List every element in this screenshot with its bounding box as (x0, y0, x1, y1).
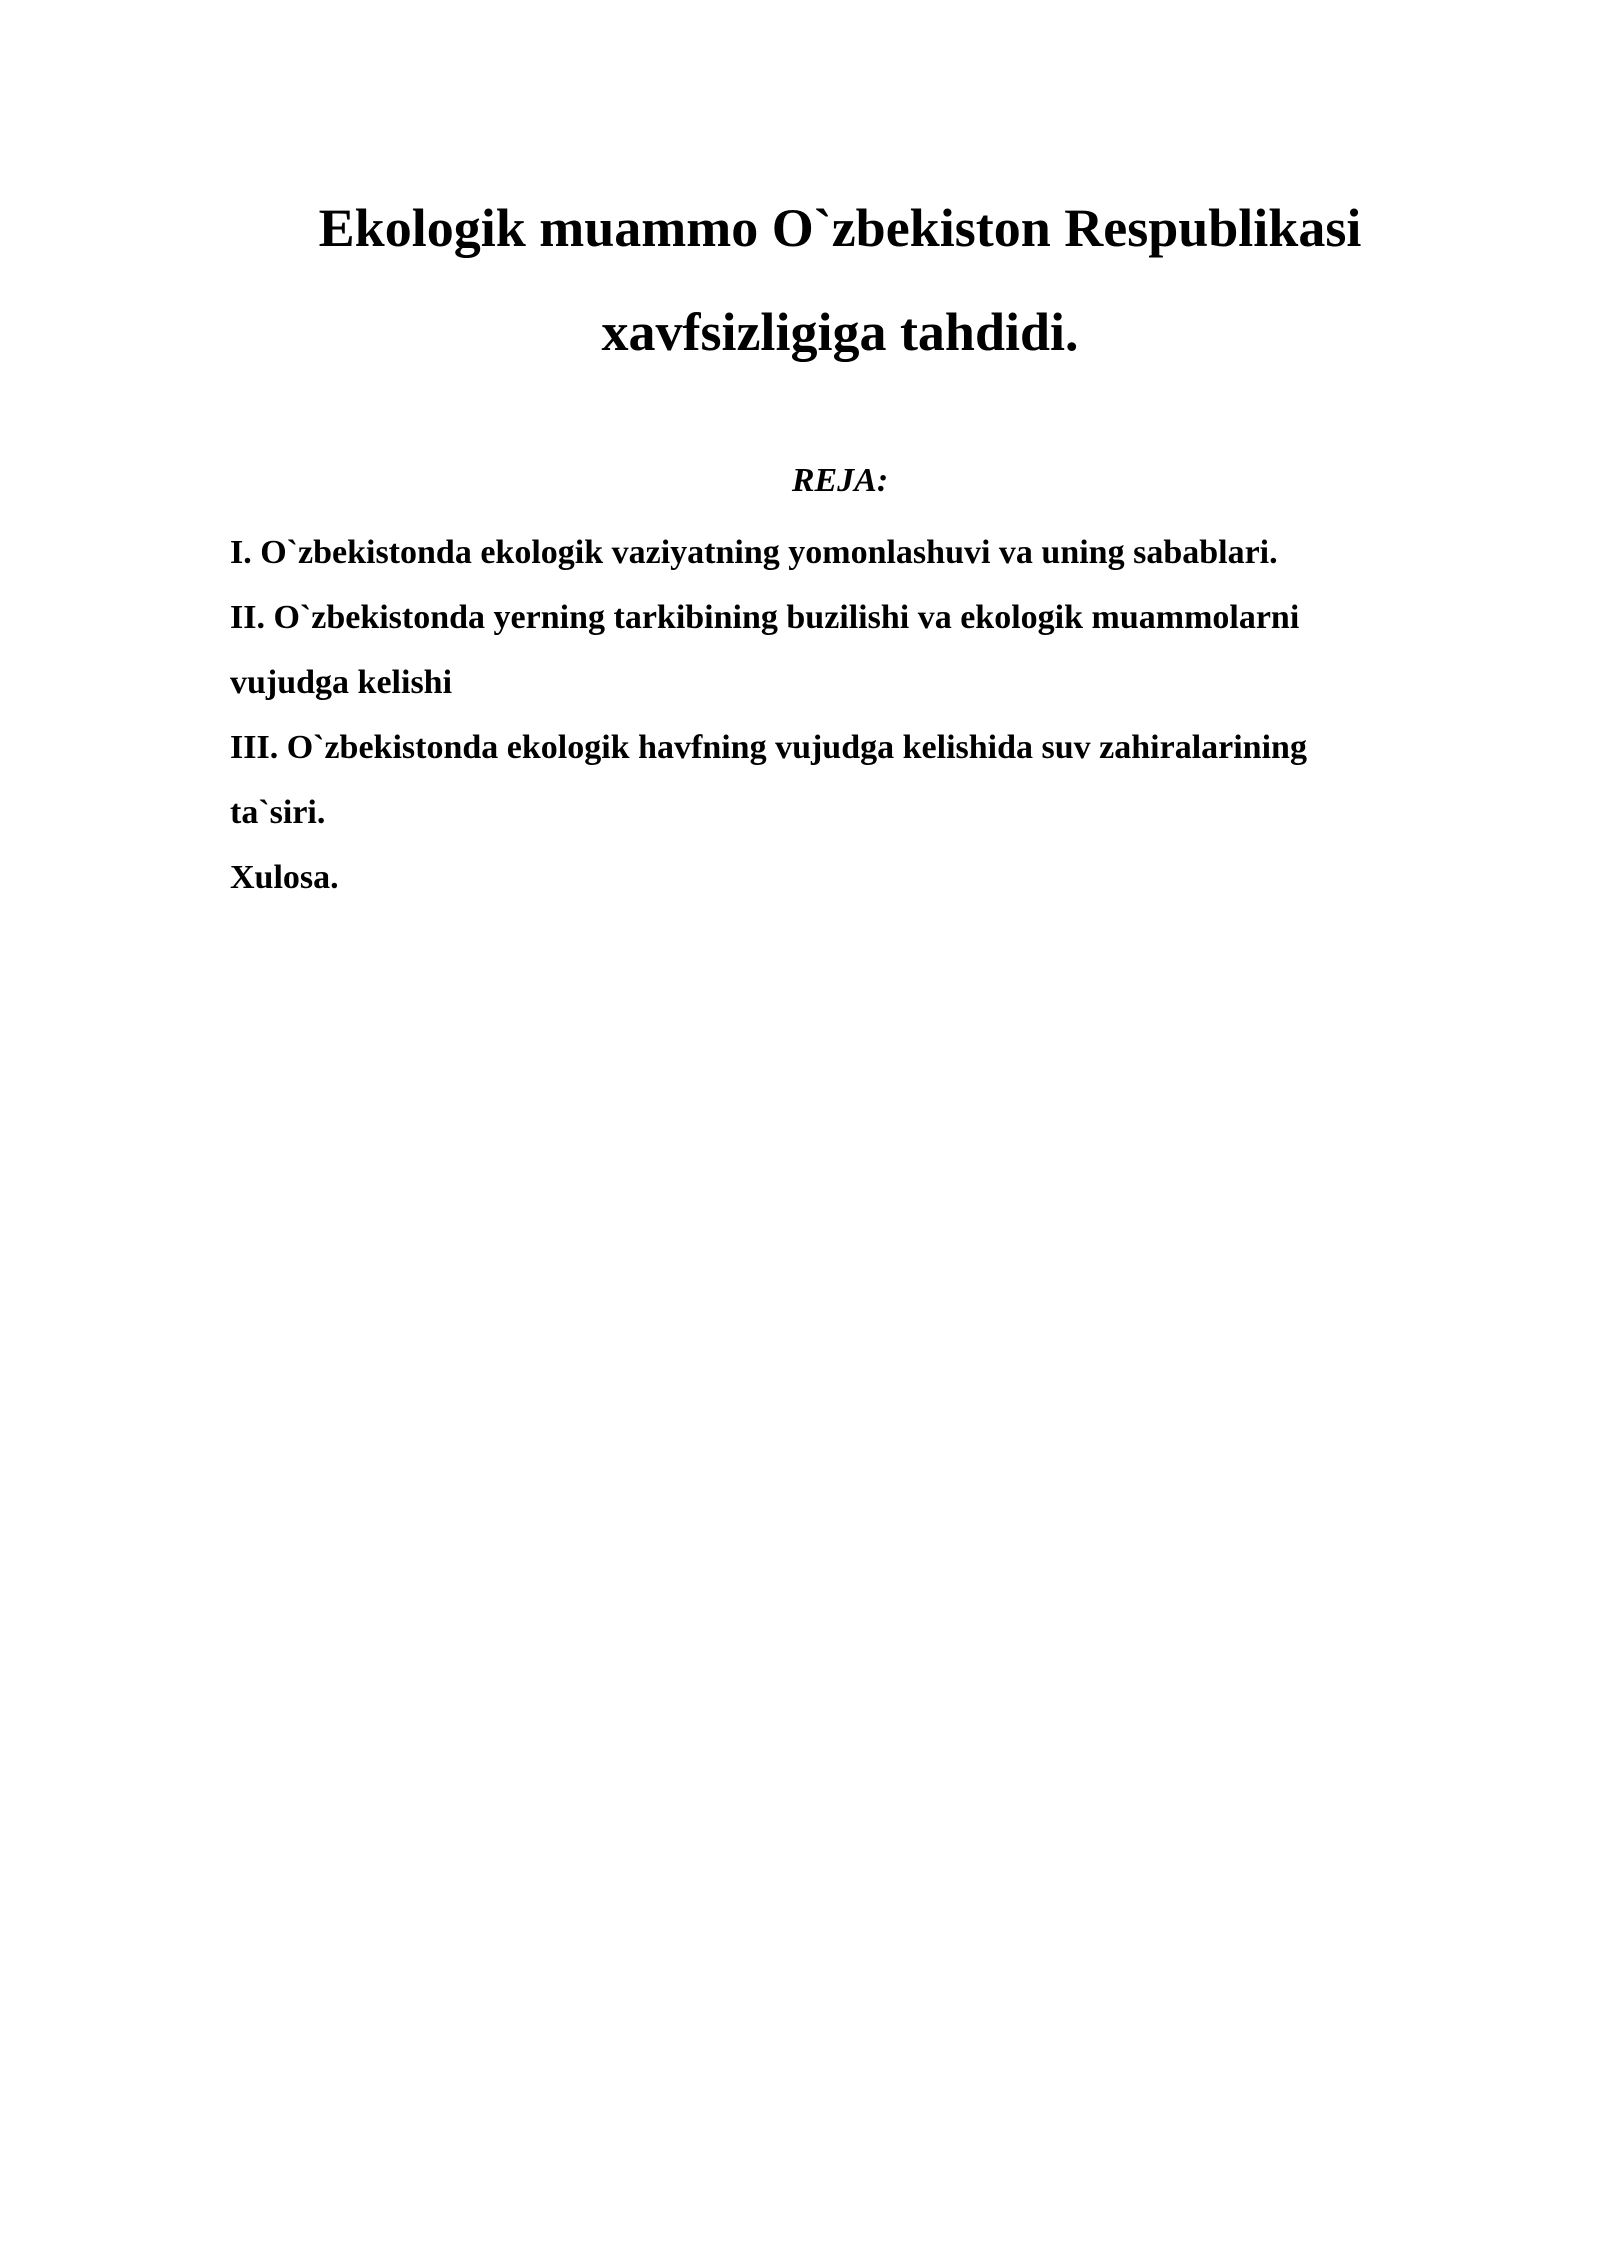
plan-item-2-continuation: vujudga kelishi (230, 664, 453, 701)
plan-item-2 (230, 585, 1450, 715)
plan-item-3 (230, 715, 1450, 845)
plan-item-conclusion-text: Xulosa. (230, 859, 339, 896)
plan-list (230, 520, 1450, 910)
plan-item-2-text: II. O`zbekistonda yerning tarkibining buzilishi va ekologik muammolarni (230, 599, 1300, 636)
plan-item-1-text: I. O`zbekistonda ekologik vaziyatning yomonlashuvi va uning sabablari. (230, 534, 1278, 571)
plan-item-1 (230, 520, 1450, 585)
plan-heading: REJA: (791, 462, 889, 499)
document-title (230, 176, 1450, 384)
plan-item-3-text: III. O`zbekistonda ekologik havfning vujudga kelishida suv zahiralarining (230, 729, 1307, 766)
plan-item-3-continuation: ta`siri. (230, 794, 326, 831)
plan-item-conclusion (230, 845, 1450, 910)
title-line-1: Ekologik muammo O`zbekiston Respublikasi (318, 198, 1362, 258)
title-line-2: xavfsizligiga tahdidi. (601, 302, 1079, 362)
